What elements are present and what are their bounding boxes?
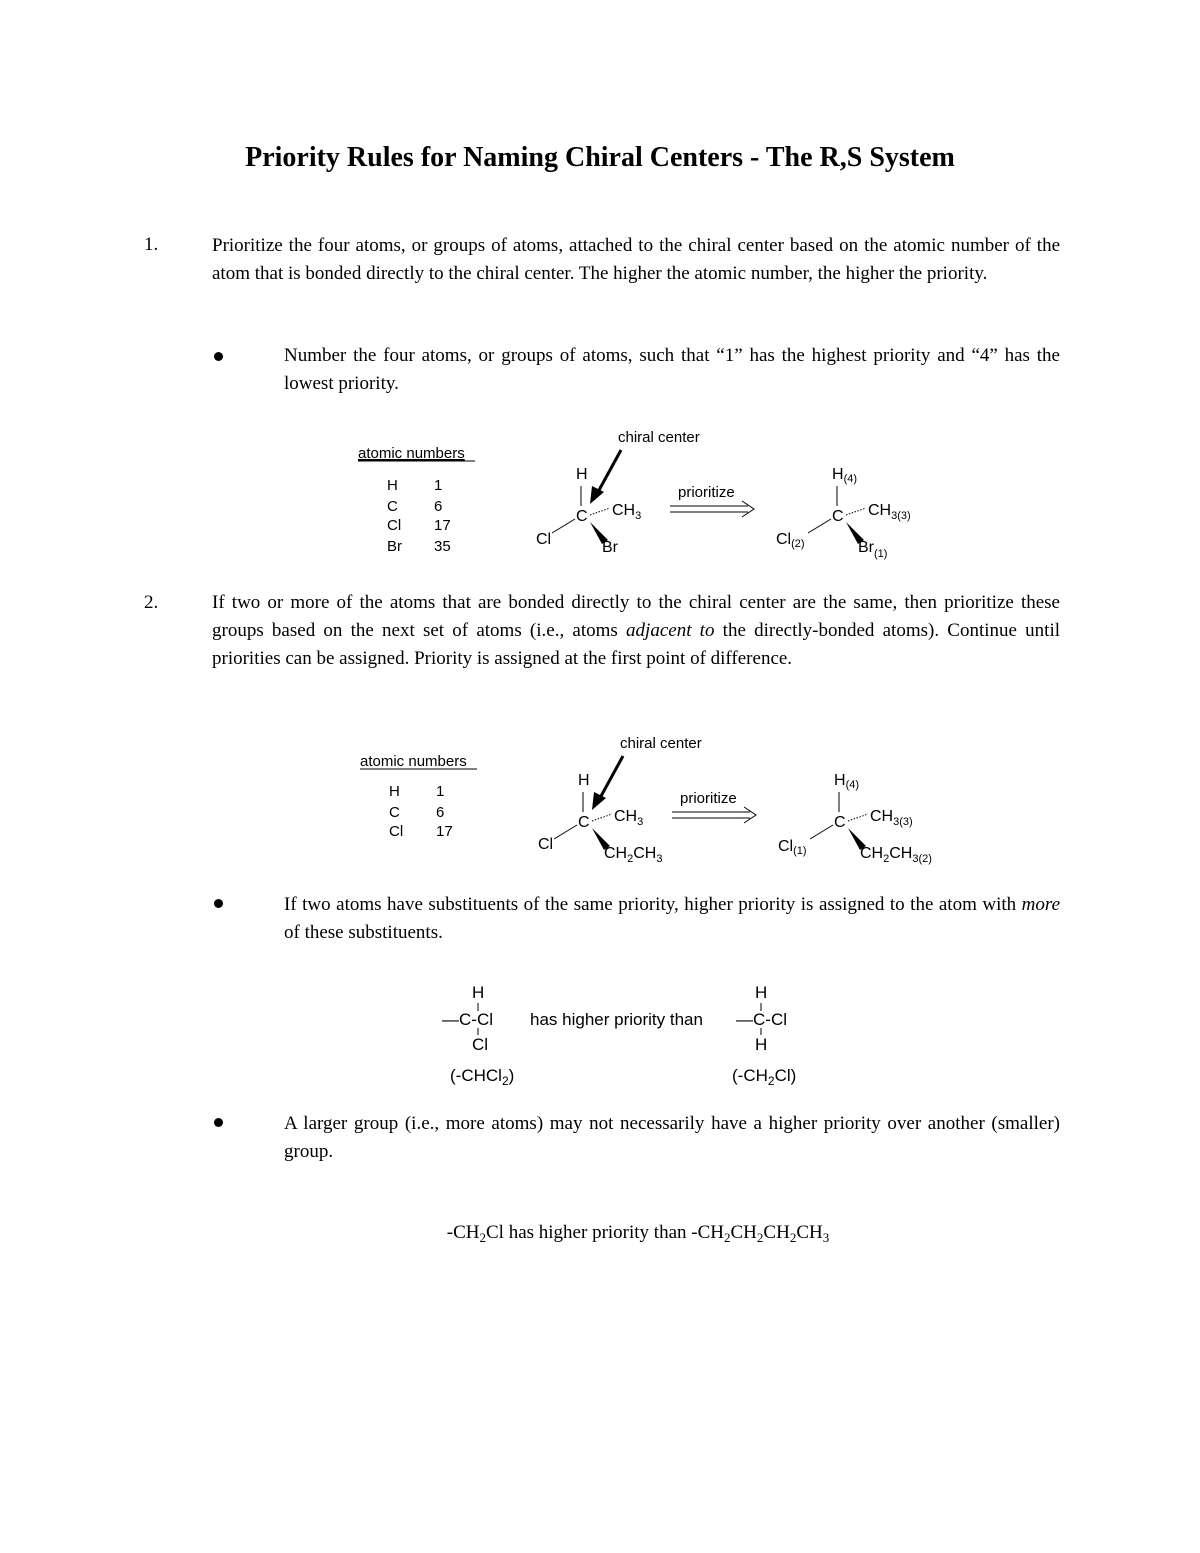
bullet-icon [214,899,223,908]
chiral-center-label: chiral center [618,429,700,446]
molecule-atom: H [578,772,590,789]
table-row: C [389,804,400,821]
diagram-1 [340,420,960,570]
svg-text:C: C [832,508,844,525]
molecule-atom: Cl [778,838,794,855]
svg-text:Br(1) [858,539,887,560]
molecule-atom: CH [868,502,892,519]
formula: (-CHCl [450,1066,502,1085]
page-title: Priority Rules for Naming Chiral Centers - The R,S System [245,142,955,173]
table-row: H [389,783,400,800]
molecule-atom: H [834,772,846,789]
molecule-atom: —C-Cl [736,1010,787,1029]
formula: (-CH [732,1066,768,1085]
table-row: H [387,477,398,494]
molecule-atom: Br [602,539,618,556]
svg-text:Cl(1) [778,838,807,857]
chiral-center-label: chiral center [620,735,702,752]
priority-label: 3(3) [891,510,911,522]
molecule-atom: C [578,814,590,831]
molecule-atom: Cl [472,1035,489,1054]
svg-text:(-CHCl2): (-CHCl$_2$) [450,1066,515,1088]
molecule-atom: —C-Cl [442,1010,493,1029]
svg-text:CH2CH3: $CH_2CH_3$ [604,845,663,865]
molecule-atom: CH [612,502,636,519]
molecule-atom: H [472,983,485,1002]
table-row: 17 [434,517,451,534]
subscript: 3 [637,816,644,828]
table-row: 35 [434,538,451,555]
molecule-atom: CH [614,808,638,825]
svg-text:CH2CH3(2): $CH_2CH_{3(2)}$ [860,845,932,865]
svg-text:C: C [834,814,846,831]
rule-2-bullet-2: A larger group (i.e., more atoms) may not necessarily have a higher priority over another (smaller) group. [284,1113,1060,1162]
molecule-atom: H [755,983,768,1002]
comparison-connector: has higher priority than [530,1010,703,1029]
priority-label: (1) [793,845,807,857]
bullet-icon [214,352,223,361]
table-row: Cl [387,517,402,534]
rule-1-number: 1. [144,234,159,255]
svg-text:CH3(3) [868,502,911,522]
subscript: 3 [635,510,642,522]
table-row: 1 [436,783,445,800]
priority-label: (4) [845,779,860,791]
svg-text:H(4) [832,466,857,485]
table-row: 6 [434,498,443,515]
table-row: 1 [434,477,443,494]
prioritize-label: prioritize [680,790,737,807]
priority-label: 3(3) [893,816,913,828]
svg-text:CH3 [612,502,641,522]
svg-text:H(4) [834,772,859,791]
molecule-atom: H [755,1035,768,1054]
diagram-2 [340,728,960,878]
bullet-icon [214,1118,223,1127]
comparison-diagram [430,975,830,1095]
priority-label: (4) [843,473,858,485]
table-row: Cl [389,823,404,840]
final-comparison: $-CH_2Cl$ has higher priority than $-CH_2CH_2CH_2CH_3$ [446,1222,830,1245]
table-row: C [387,498,398,515]
atomic-numbers-header: atomic numbers [360,753,467,770]
molecule-atom: H [832,466,844,483]
svg-text:CH3(3) [870,808,913,828]
molecule-atom: CH [870,808,894,825]
molecule-atom: C [576,508,588,525]
rule-2-bullet-1: If two atoms have substituents of the same priority, higher priority is assigned to the atom with more of these substituents. [284,894,1060,943]
molecule-atom: Cl [536,531,552,548]
priority-label: (1) [874,548,888,560]
svg-text:CH3 [614,808,643,828]
prioritize-label: prioritize [678,484,735,501]
rule-2-text: If two or more of the atoms that are bonded directly to the chiral center are the same, then prioritize these groups based on the next set of atoms (i.e., atoms adjacent to the directly-bonded atoms). Continue until priorities can be assigned. Priority is assigned at the first point of difference. [212,592,1061,669]
table-row: Br [387,538,402,555]
table-row: 6 [436,804,445,821]
molecule-atom: Cl [538,836,554,853]
atomic-numbers-header: atomic numbers [358,445,465,462]
emphasis: adjacent to [626,620,715,641]
priority-label: 3(2) [912,853,932,865]
priority-label: (2) [791,538,805,550]
molecule-atom: Br [858,539,874,556]
rule-1-text: Prioritize the four atoms, or groups of atoms, attached to the chiral center based on the atomic number of the atom that is bonded directly to the chiral center. The higher the atomic number, the higher the priority. [212,235,1060,284]
emphasis: more [1021,894,1060,915]
molecule-atom: H [576,466,588,483]
rule-1-bullet-text: Number the four atoms, or groups of atoms, such that “1” has the highest priority and “4” has the lowest priority. [284,345,1060,394]
svg-text:(-CH2Cl): $(-CH_2Cl)$ [732,1066,797,1088]
molecule-atom: Cl [776,531,792,548]
rule-2-number: 2. [144,592,159,613]
table-row: 17 [436,823,453,840]
svg-text:Cl(2) [776,531,805,550]
